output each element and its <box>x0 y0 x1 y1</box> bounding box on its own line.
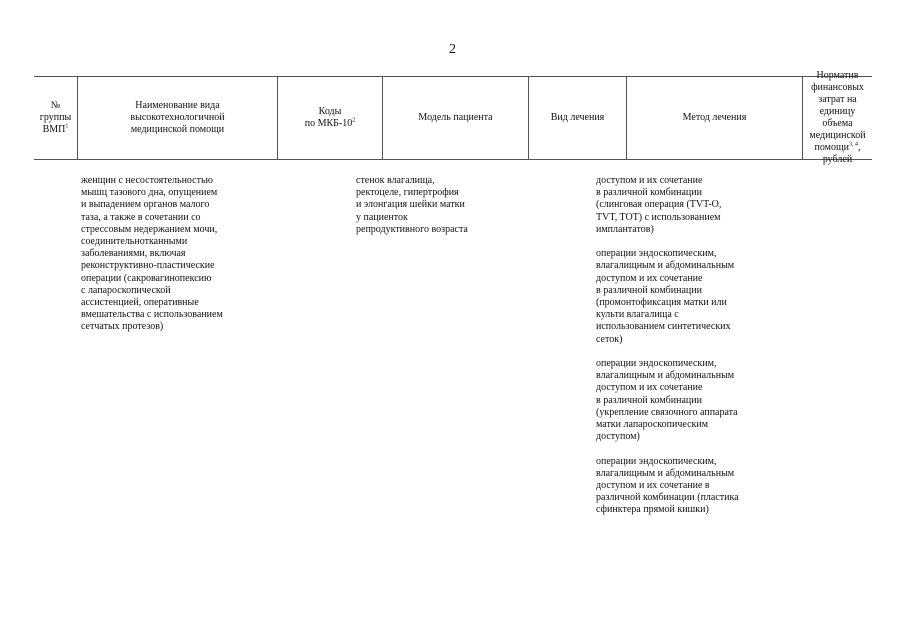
cell-text-line: матки лапароскопическим <box>596 419 709 431</box>
header-icd-codes <box>278 77 383 159</box>
header-text: ВМП <box>42 124 66 135</box>
header-text-line: затрат на единицу <box>818 94 857 117</box>
cell-text-line: стрессовым недержанием мочи, <box>81 223 218 235</box>
cell-text-line: женщин с несостоятельностью <box>81 175 214 186</box>
cell-text-line: (слинговая операция (TVT-O, <box>596 199 722 211</box>
cell-text-line: операции (сакровагинопексию <box>81 272 212 284</box>
cell-text-line: (промонтофиксация матки или <box>596 297 727 309</box>
cell-text-line: операции эндоскопическим, <box>596 455 717 467</box>
footnote-mark: 3, 4 <box>849 141 859 148</box>
header-text-line: № <box>50 100 61 111</box>
footnote-mark: 1 <box>65 123 69 130</box>
method-block <box>596 456 739 517</box>
cell-text-line: операции эндоскопическим, <box>596 248 717 260</box>
cell-text-line: и выпадением органов малого <box>81 199 210 211</box>
cell-text-line: с лапароскопической <box>81 284 171 296</box>
cell-text-line: заболеваниями, включая <box>81 248 186 260</box>
header-text-line: финансовых <box>811 82 864 93</box>
cell-text-line: доступом) <box>596 431 640 443</box>
cell-text-line: мышц тазового дна, опущением <box>81 187 218 199</box>
cell-text-line: использованием синтетических <box>596 321 731 333</box>
cell-text-line: влагалищным и абдоминальным <box>596 260 735 272</box>
cell-text-line: влагалищным и абдоминальным <box>596 370 735 382</box>
header-text-line: объема <box>822 118 853 129</box>
table-header <box>34 70 872 165</box>
header-text-line: медицинской помощи <box>130 124 225 135</box>
cell-text-line: доступом и их сочетание <box>596 272 703 284</box>
header-text-line: Наименование вида <box>135 100 220 111</box>
header-text: Метод лечения <box>682 112 747 123</box>
header-text-line <box>305 118 356 130</box>
cell-text-line: TVT, TOT) с использованием <box>596 211 721 223</box>
cell-text-line: доступом и их сочетание <box>596 382 703 394</box>
cell-text-line: вмешательства с использованием <box>81 309 223 321</box>
header-text: Вид лечения <box>550 112 605 123</box>
header-cost-standard <box>803 70 872 165</box>
header-text: помощи <box>814 142 850 153</box>
cell-text-line: доступом и их сочетание <box>596 175 703 186</box>
header-patient-model <box>383 77 529 159</box>
header-text: по МКБ-10 <box>304 118 353 129</box>
header-text-line: Коды <box>318 106 342 117</box>
method-block <box>596 175 739 236</box>
cell-text-line: таза, а также в сочетании со <box>81 211 201 223</box>
header-care-type-name <box>78 77 278 159</box>
page-number: 2 <box>449 42 456 57</box>
cell-text-line: реконструктивно-пластические <box>81 260 215 272</box>
cell-text-line: соединительнотканными <box>81 236 188 248</box>
cell-text-line: сфинктера прямой кишки) <box>596 504 709 516</box>
header-text-line <box>40 124 71 136</box>
cell-text-line: доступом и их сочетание в <box>596 480 710 492</box>
header-text: Модель пациента <box>418 112 493 123</box>
cell-text-line: ректоцеле, гипертрофия <box>356 187 459 199</box>
method-block <box>596 358 739 443</box>
header-text-line: группы <box>39 112 72 123</box>
cell-text-line: стенок влагалища, <box>356 175 435 186</box>
cell-text-line: в различной комбинации <box>596 187 702 199</box>
cell-text-line: культи влагалища с <box>596 309 679 321</box>
cell-text-line: в различной комбинации <box>596 394 702 406</box>
header-treatment-type <box>529 77 627 159</box>
header-group-number <box>34 77 78 159</box>
header-text: , рублей <box>822 142 861 165</box>
method-block <box>596 248 739 346</box>
cell-text-line: имплантатов) <box>596 223 654 235</box>
cell-text-line: сеток) <box>596 333 623 345</box>
cell-text-line: у пациенток <box>356 211 408 223</box>
cell-text-line: и элонгация шейки матки <box>356 199 465 211</box>
cell-text-line: репродуктивного возраста <box>356 223 468 235</box>
care-type-name-cell <box>81 175 223 334</box>
header-text-line <box>803 142 872 166</box>
cell-text-line: ассистенцией, оперативные <box>81 297 199 309</box>
cell-text-line: операции эндоскопическим, <box>596 358 717 370</box>
treatment-method-cell <box>596 175 739 529</box>
patient-model-cell <box>356 175 468 236</box>
cell-text-line: влагалищным и абдоминальным <box>596 467 735 479</box>
cell-text-line: сетчатых протезов) <box>81 321 164 333</box>
cell-text-line: различной комбинации (пластика <box>596 492 739 504</box>
footnote-mark: 2 <box>352 117 356 124</box>
cell-text-line: в различной комбинации <box>596 284 702 296</box>
header-text-line: Норматив <box>816 70 859 81</box>
header-text-line: медицинской <box>809 130 866 141</box>
cell-text-line: (укрепление связочного аппарата <box>596 406 738 418</box>
header-text-line: высокотехнологичной <box>130 112 225 123</box>
header-treatment-method <box>627 77 803 159</box>
